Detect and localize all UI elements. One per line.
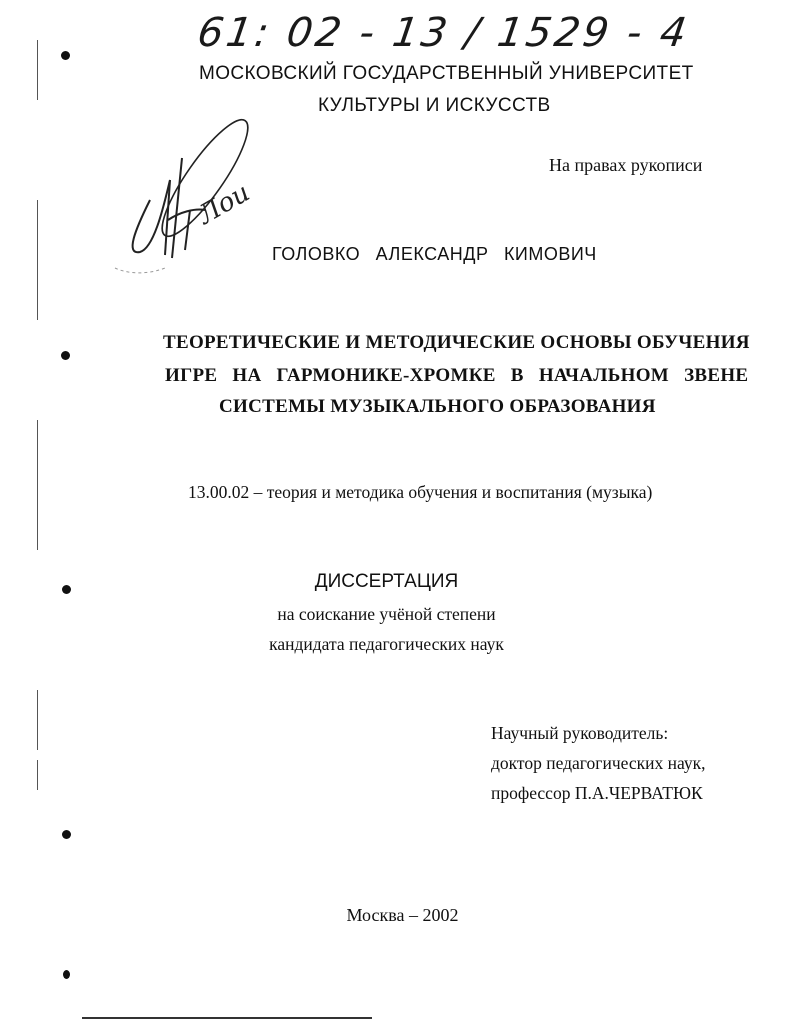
signature-script: Лоu — [193, 177, 255, 231]
supervisor-name: профессор П.А.ЧЕРВАТЮК — [491, 783, 703, 803]
dissertation-heading: ДИССЕРТАЦИЯ — [314, 571, 459, 592]
punch-hole-mark — [61, 51, 70, 60]
punch-hole-mark — [62, 830, 71, 839]
scan-margin-line — [37, 690, 38, 750]
university-name-line1: МОСКОВСКИЙ ГОСУДАРСТВЕННЫЙ УНИВЕРСИТЕТ — [199, 63, 694, 84]
thesis-title-line3: СИСТЕМЫ МУЗЫКАЛЬНОГО ОБРАЗОВАНИЯ — [219, 396, 656, 417]
archive-code-handwritten: 61: 02 - 13 / 1529 - 4 — [194, 10, 692, 56]
author-name: ГОЛОВКО АЛЕКСАНДР КИМОВИЧ — [272, 244, 597, 264]
scan-margin-line — [37, 420, 38, 550]
scan-margin-line — [37, 40, 38, 100]
punch-hole-mark — [61, 351, 70, 360]
punch-hole-mark — [63, 970, 70, 979]
degree-line1: на соискание учёной степени — [277, 604, 496, 624]
university-name-line2: КУЛЬТУРЫ И ИСКУССТВ — [318, 95, 551, 116]
scan-margin-line — [37, 200, 38, 320]
specialty-code: 13.00.02 – теория и методика обучения и воспитания (музыка) — [188, 482, 653, 502]
degree-line2: кандидата педагогических наук — [269, 634, 504, 654]
signature — [110, 80, 270, 280]
rights-note: На правах рукописи — [549, 155, 703, 175]
scan-margin-line — [37, 760, 38, 790]
supervisor-degree: доктор педагогических наук, — [491, 753, 706, 773]
thesis-title-line1: ТЕОРЕТИЧЕСКИЕ И МЕТОДИЧЕСКИЕ ОСНОВЫ ОБУЧЕНИЯ — [163, 332, 750, 353]
supervisor-label: Научный руководитель: — [491, 723, 669, 743]
city-year: Москва – 2002 — [346, 905, 459, 925]
scan-bottom-line — [82, 1017, 372, 1019]
thesis-title-line2: ИГРЕ НА ГАРМОНИКЕ-ХРОМКЕ В НАЧАЛЬНОМ ЗВЕНЕ — [165, 365, 749, 386]
